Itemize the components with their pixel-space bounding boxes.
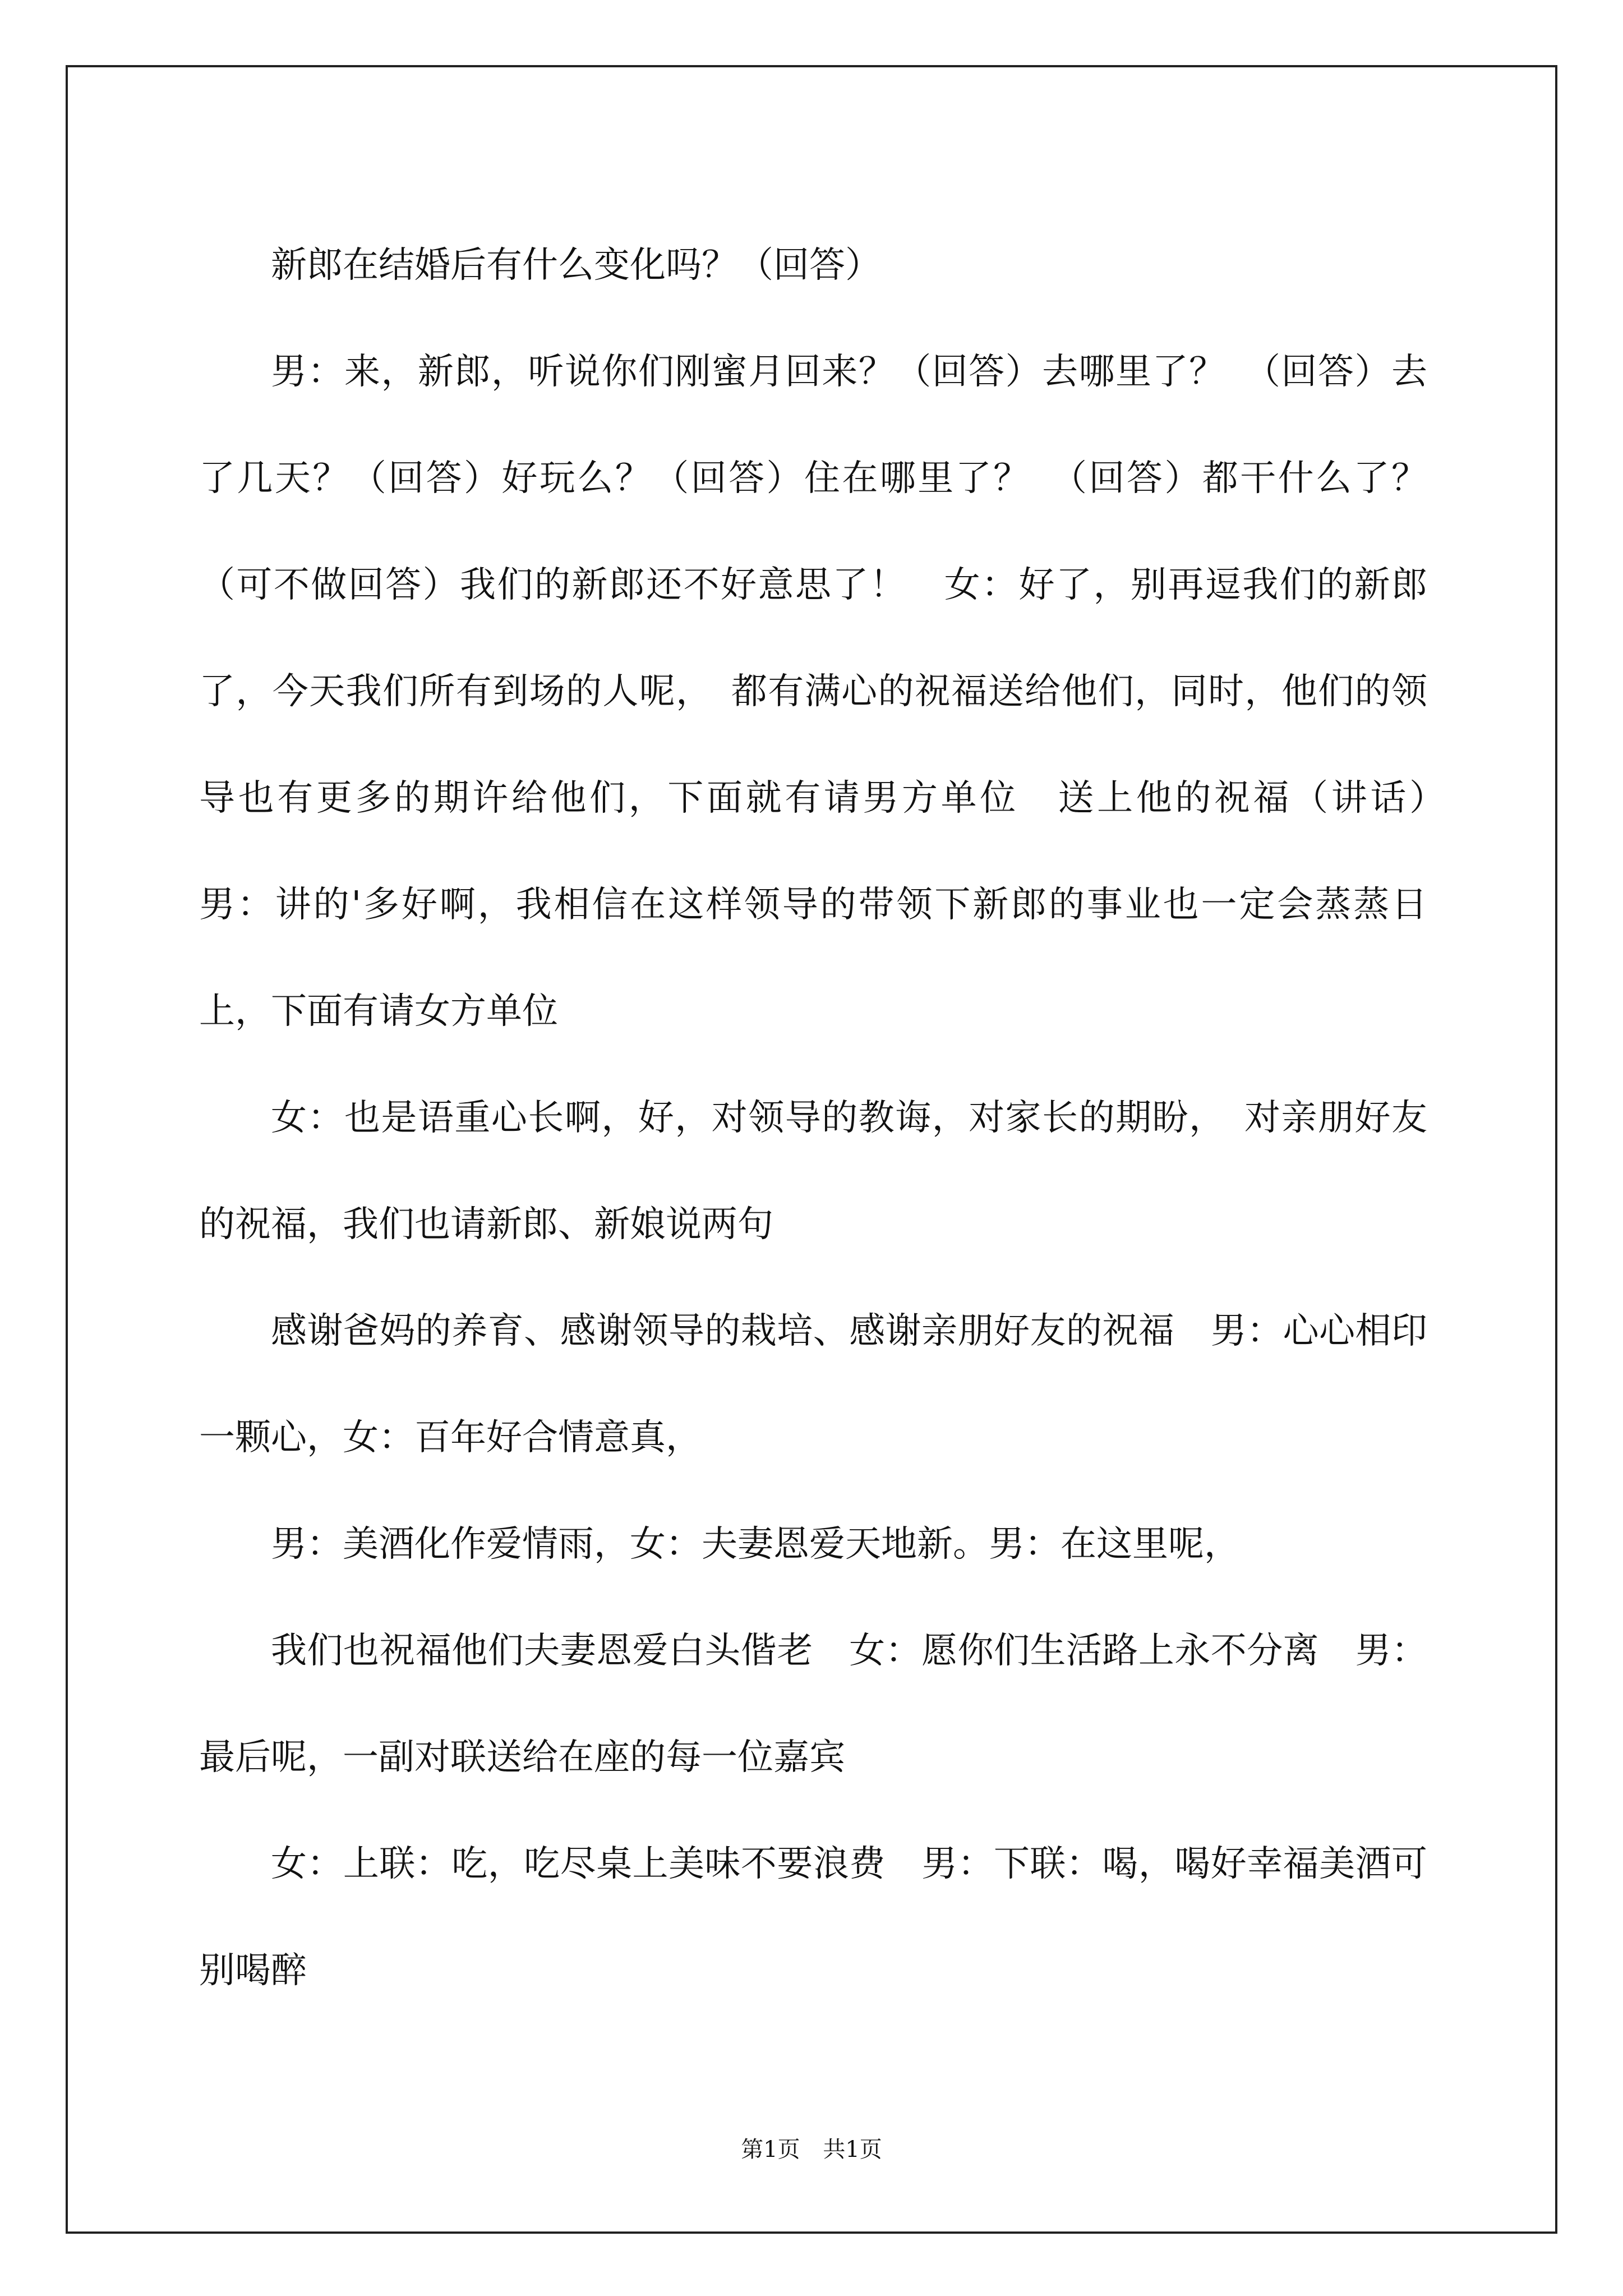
- page-number: 第1页: [741, 2137, 800, 2162]
- paragraph: 感谢爸妈的养育、感谢领导的栽培、感谢亲朋好友的祝福 男：心心相印一颗心，女：百年好合情意真，: [199, 1310, 1427, 1458]
- paragraph: 男：美酒化作爱情雨，女：夫妻恩爱天地新。男：在这里呢，: [271, 1524, 1240, 1565]
- paragraph: 女：也是语重心长啊，好，对领导的教诲，对家长的期盼， 对亲朋好友的祝福，我们也请新郎、新娘说两句: [199, 1097, 1427, 1245]
- page-total: 共1页: [823, 2137, 882, 2162]
- page-footer: [0, 2132, 1623, 2164]
- paragraph: 女：上联：吃，吃尽桌上美味不要浪费 男：下联：喝，喝好幸福美酒可别喝醉: [199, 1843, 1427, 1991]
- paragraph: 我们也祝福他们夫妻恩爱白头偕老 女：愿你们生活路上永不分离 男：最后呢，一副对联送给在座的每一位嘉宾: [199, 1630, 1427, 1778]
- paragraph: 男：来，新郎，听说你们刚蜜月回来？（回答）去哪里了？ （回答）去了几天？（回答）好玩么？（回答）住在哪里了？ （回答）都干什么了？（可不做回答）我们的新郎还不好意思了！ 女：好了，别再逗我们的新郎了，今天我们所有到场的人呢， 都有满心的祝福送给他们，同时，他们的领导也有更多的期许给他们，下面就有请男方单位 送上他的祝福（讲话） 男：讲的'多好啊，我相信在这样领导的带领下新郎的事业也一定会蒸蒸日上，下面有请女方单位: [199, 351, 1463, 1032]
- paragraph: 新郎在结婚后有什么变化吗？（回答）: [271, 245, 881, 286]
- document-body: [199, 212, 1463, 2024]
